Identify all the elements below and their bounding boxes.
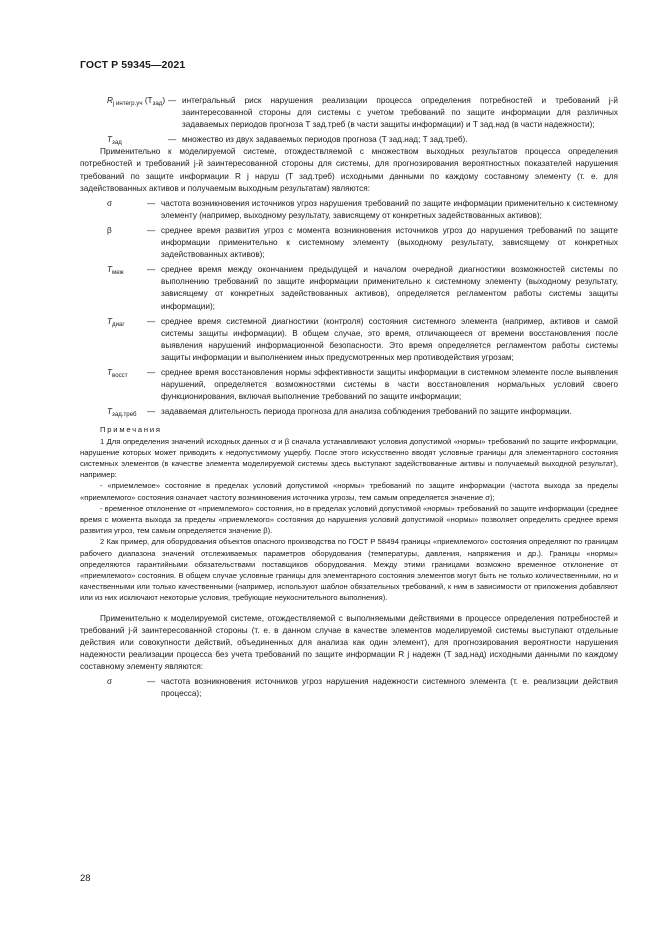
definition-item: β — среднее время развития угроз с момента возникновения источников угроз до нарушения требований по защите информации применительно к системному элементу (выходному результату, зависящему от конкретных задействованных активов); — [80, 225, 618, 261]
note-2: 2 Как пример, для оборудования объектов опасного производства по ГОСТ Р 58494 границы «приемлемого» состояния определяют по границам рабочего диапазона значений отслеживаемых параметров оборудования (температуры, давления, напряжения и др.). Границы «нормы» определяются гарантийными обязательствами поставщиков оборудования. Между этими границами возможно временное отклонение от «приемлемого» состояния. В общем случае условные границы для элементарного состояния элементов могут быть не только количественными, но и качественными или только качественными (например, используют шаблон обязательных требований, к ним в зависимости от приложения добавляют или из них исключают некоторые условия, требующие неукоснительного выполнения). — [80, 537, 618, 603]
paragraph-inputs-reliability: Применительно к моделируемой системе, отождествляемой с выполняемыми действиями в процессе определения потребностей и требований j-й заинтересованной стороны (т. е. в данном случае в качестве элементов моделируемой системы выступают отдельные действия или совокупности действий, объединенных для анализа как один элемент), для прогнозирования вероятности нарушения надежности реализации процесса без учета требований по защите информации R j надежн (T зад.над) исходными данными по каждому составному элементу являются: — [80, 613, 618, 671]
definitions-list-protection — [80, 198, 618, 419]
definition-text: среднее время системной диагностики (контроля) состояния системного элемента (например, активов и самой системы защиты информации). В общем случае, это время, отличающееся от времени восстановления после выявления нарушений информационной безопасности. Это время определяется регламентом работы системы защиты информации и выполнением иных предусмотренных мер противодействия угрозам; — [161, 316, 618, 362]
definition-symbol: $T_{зад}$ — [107, 135, 122, 147]
note-1-bullet-1: - «приемлемое» состояние в пределах условий допустимой «нормы» требований по защите информации (частота выхода за пределы «приемлемого» состояния означает частоту возникновения источника угрозы, тем самым определяется значение σ); — [80, 481, 618, 502]
definition-symbol: $T_{восст}$ — [107, 367, 128, 379]
page-number: 28 — [80, 873, 91, 884]
page-content — [80, 95, 618, 700]
definition-symbol: σ — [107, 677, 113, 687]
note-1: 1 Для определения значений исходных данных σ и β сначала устанавливают условия допустимой «нормы» требований по защите информации, нарушение которых может приводить к недопустимому ущербу. После этого искусственно вводят условные границы для элементарного состояния системных элементов (в качестве элемента моделируемой системы здесь выступают задействованные активы и получаемый выходной результат), например: — [80, 436, 618, 480]
definition-item: σ — частота возникновения источников угроз нарушения надежности системного элемента (т. е. реализации действия процесса); — [80, 676, 618, 700]
definition-item: $R_{j интегр.уч}$ $(T_{зад})$ — интегральный риск нарушения реализации процесса определения потребностей и требований j-й заинтересованной стороны для системы с учетом требований по защите информации для различных задаваемых периодов прогноза T зад.треб (в части защиты информации) и T зад.над (в части надежности); — [80, 95, 618, 131]
page-header: ГОСТ Р 59345—2021 — [80, 59, 186, 71]
definition-item: $T_{диаг}$ — среднее время системной диагностики (контроля) состояния системного элемента (например, активов и самой системы защиты информации). В общем случае, это время, отличающееся от времени восстановления после выявления нарушений информационной безопасности. Это время определяется регламентом работы системы защиты информации и выполнением иных предусмотренных мер противодействия угрозам; — [80, 316, 618, 364]
definition-text: частота возникновения источников угроз нарушения требований по защите информации применительно к системному элементу (например, выходному результату, зависящему от конкретных задействованных активов); — [161, 198, 618, 220]
definition-text: интегральный риск нарушения реализации процесса определения потребностей и требований j-й заинтересованной стороны для системы с учетом требований по защите информации для различных задаваемых периодов прогноза T зад.треб (в части защиты информации) и T зад.над (в части надежности); — [182, 96, 618, 130]
definition-text: множество из двух задаваемых периодов прогноза (T зад.над; T зад.треб). — [182, 135, 468, 145]
definition-symbol: $T_{зад.треб}$ — [107, 407, 137, 419]
definition-text: среднее время между окончанием предыдущей и началом очередной диагностики возможностей системы по выполнению требований по защите информации применительно к системному элементу (выходному результату, зависящему от конкретных задействованных активов), определяется регламентом работы системы защиты информации); — [161, 265, 618, 311]
definition-item: σ — частота возникновения источников угроз нарушения требований по защите информации применительно к системному элементу (например, выходному результату, зависящему от конкретных задействованных активов); — [80, 198, 618, 222]
definition-text: среднее время развития угроз с момента возникновения источников угроз до нарушения требований по защите информации применительно к системному элементу (выходному результату, зависящему от конкретных задействованных активов); — [161, 225, 618, 260]
definition-item: $T_{меж}$ — среднее время между окончанием предыдущей и началом очередной диагностики возможностей системы по выполнению требований по защите информации применительно к системному элементу (выходному результату, зависящему от конкретных задействованных активов), определяется регламентом работы системы защиты информации); — [80, 264, 618, 312]
definition-symbol: σ — [107, 198, 113, 208]
definitions-list-risk — [80, 95, 618, 146]
definitions-list-reliability — [80, 676, 618, 700]
definition-text: частота возникновения источников угроз нарушения надежности системного элемента (т. е. реализации действия процесса); — [161, 677, 618, 699]
definition-text: задаваемая длительность периода прогноза для анализа соблюдения требований по защите информации. — [161, 407, 572, 417]
notes-title: Примечания — [100, 425, 162, 435]
definition-symbol: β — [107, 225, 112, 235]
notes-block — [80, 424, 618, 603]
note-1-bullet-2: - временное отклонение от «приемлемого» состояния, но в пределах условий допустимой «нормы» требований по защите информации (среднее время с момента выхода за пределы «приемлемого» состояния до нарушения условий допустимой «нормы» позволяет определить среднее время развития угроз, тем самым определяется значение β). — [80, 503, 618, 536]
definition-item: $T_{зад}$ — множество из двух задаваемых периодов прогноза (T зад.над; T зад.треб). — [80, 134, 618, 146]
definition-item: $T_{зад.треб}$ — задаваемая длительность периода прогноза для анализа соблюдения требований по защите информации. — [80, 406, 618, 418]
definition-text: среднее время восстановления нормы эффективности защиты информации в системном элементе после выявления нарушений, определяется возможностями системы в части восстановления нормальных условий своего функционирования, включая выполнение требований по защите информации; — [161, 367, 618, 402]
definition-symbol: $T_{меж}$ — [107, 265, 124, 277]
paragraph-inputs-protection: Применительно к моделируемой системе, отождествляемой с множеством выходных результатов процесса определения потребностей и требований j-й заинтересованной стороны для системы, для прогнозирования вероятностных показателей нарушения требований по защите информации R j наруш (T зад.треб) исходными данными по каждому составному элементу (т. е. для задействованных активов и получаемым выходным результатам) являются: — [80, 147, 618, 193]
definition-item: $T_{восст}$ — среднее время восстановления нормы эффективности защиты информации в системном элементе после выявления нарушений, определяется возможностями системы в части восстановления нормальных условий своего функционирования, включая выполнение требований по защите информации; — [80, 367, 618, 403]
definition-symbol: $R_{j интегр.уч}$ $(T_{зад})$ — [107, 96, 166, 107]
definition-symbol: $T_{диаг}$ — [107, 316, 125, 328]
